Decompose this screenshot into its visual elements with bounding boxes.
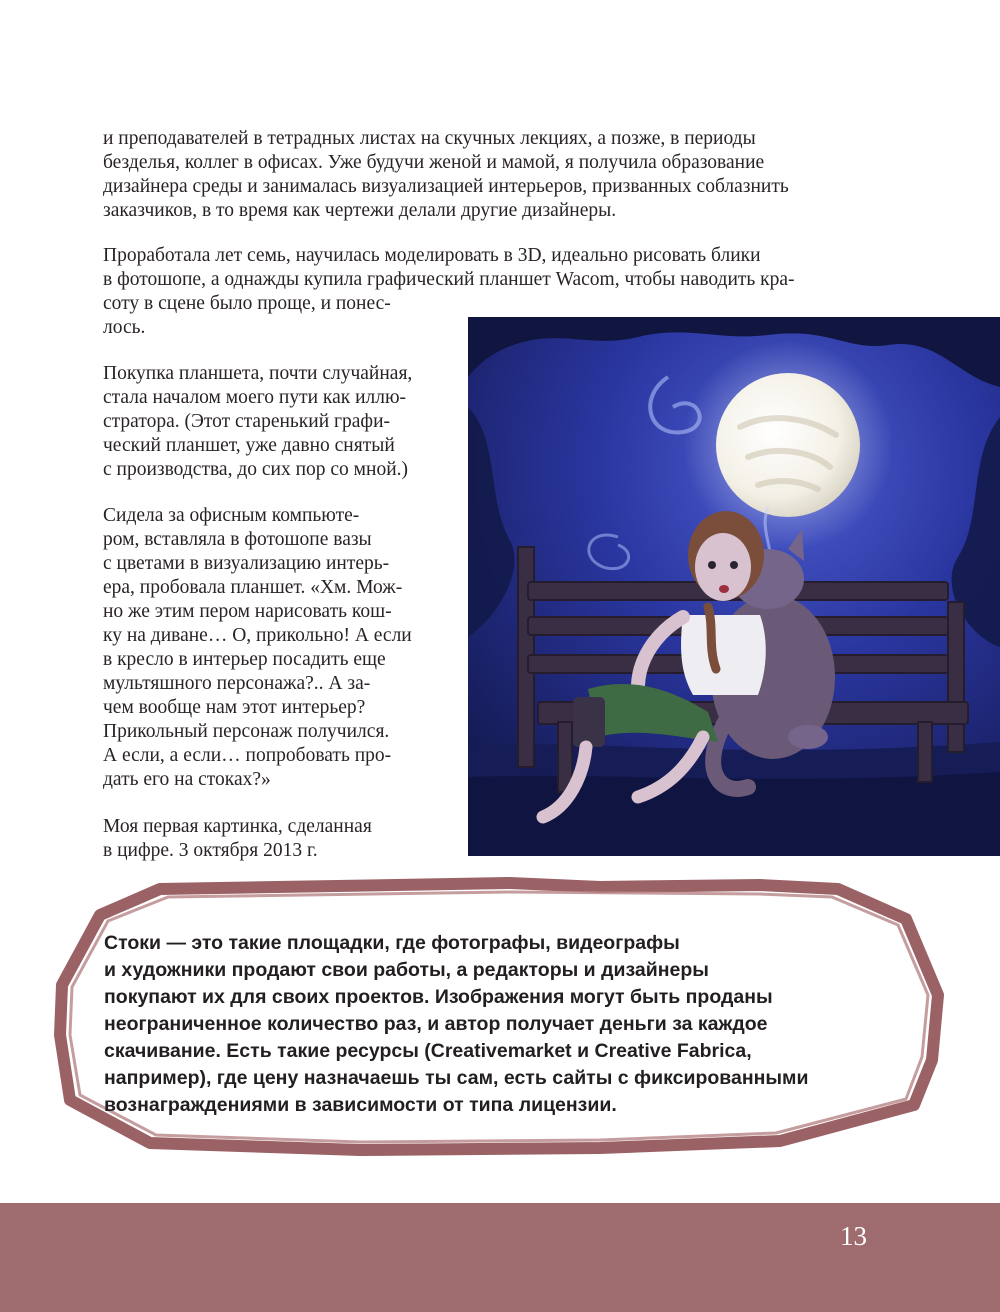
callout-line: скачивание. Есть такие ресурсы (Creativemarket и Creative Fabrica, [104, 1040, 752, 1062]
callout-line: вознаграждениями в зависимости от типа лицензии. [104, 1094, 617, 1116]
text-line: дизайнера среды и занималась визуализацией интерьеров, призванных соблазнить [103, 176, 789, 197]
callout-line: и художники продают свои работы, а редакторы и дизайнеры [104, 959, 709, 981]
text-line: с производства, до сих пор со мной.) [103, 459, 409, 480]
text-line: Сидела за офисным компьюте- [103, 505, 360, 526]
text-line: заказчиков, в то время как чертежи делали другие дизайнеры. [103, 200, 617, 221]
text-line: Проработала лет семь, научилась моделировать в 3D, идеально рисовать блики [103, 245, 761, 266]
caption-line: в цифре. 3 октября 2013 г. [103, 840, 318, 861]
text-line: соту в сцене было проще, и понес- [103, 293, 391, 314]
caption-line: Моя первая картинка, сделанная [103, 816, 372, 837]
callout-line: Стоки — это такие площадки, где фотографы, видеографы [104, 932, 680, 954]
text-line: стала началом моего пути как иллю- [103, 387, 407, 408]
text-line: ческий планшет, уже давно снятый [103, 435, 395, 456]
text-line: в фотошопе, а однажды купила графический планшет Wacom, чтобы наводить кра- [103, 269, 795, 290]
text-line: Прикольный персонаж получился. [103, 721, 390, 742]
text-line: стратора. (Этот старенький графи- [103, 411, 390, 432]
text-line: дать его на стоках?» [103, 769, 271, 790]
callout-line: неограниченное количество раз, и автор получает деньги за каждое [104, 1013, 768, 1035]
text-line: ера, пробовала планшет. «Хм. Мож- [103, 577, 403, 598]
text-line: мультяшного персонажа?.. А за- [103, 673, 371, 694]
text-line: и преподавателей в тетрадных листах на скучных лекциях, а позже, в периоды [103, 128, 756, 149]
callout-line: например), где цену назначаешь ты сам, есть сайты с фиксированными [104, 1067, 809, 1089]
text-line: безделья, коллег в офисах. Уже будучи женой и мамой, я получила образование [103, 152, 765, 173]
text-line: чем вообще нам этот интерьер? [103, 697, 366, 718]
illustration [468, 317, 1000, 856]
text-line: в кресло в интерьер посадить еще [103, 649, 386, 670]
text-line: ку на диване… О, прикольно! А если [103, 625, 412, 646]
text-line: с цветами в визуализацию интерь- [103, 553, 390, 574]
text-line: Покупка планшета, почти случайная, [103, 363, 413, 384]
moon [716, 373, 860, 517]
page-footer [0, 1203, 1000, 1312]
callout-line: покупают их для своих проектов. Изображения могут быть проданы [104, 986, 773, 1008]
text-line: ром, вставляла в фотошопе вазы [103, 529, 372, 550]
text-line: но же этим пером нарисовать кош- [103, 601, 392, 622]
text-line: лось. [103, 317, 146, 338]
text-line: А если, а если… попробовать про- [103, 745, 392, 766]
page-number: 13 [840, 1221, 867, 1251]
